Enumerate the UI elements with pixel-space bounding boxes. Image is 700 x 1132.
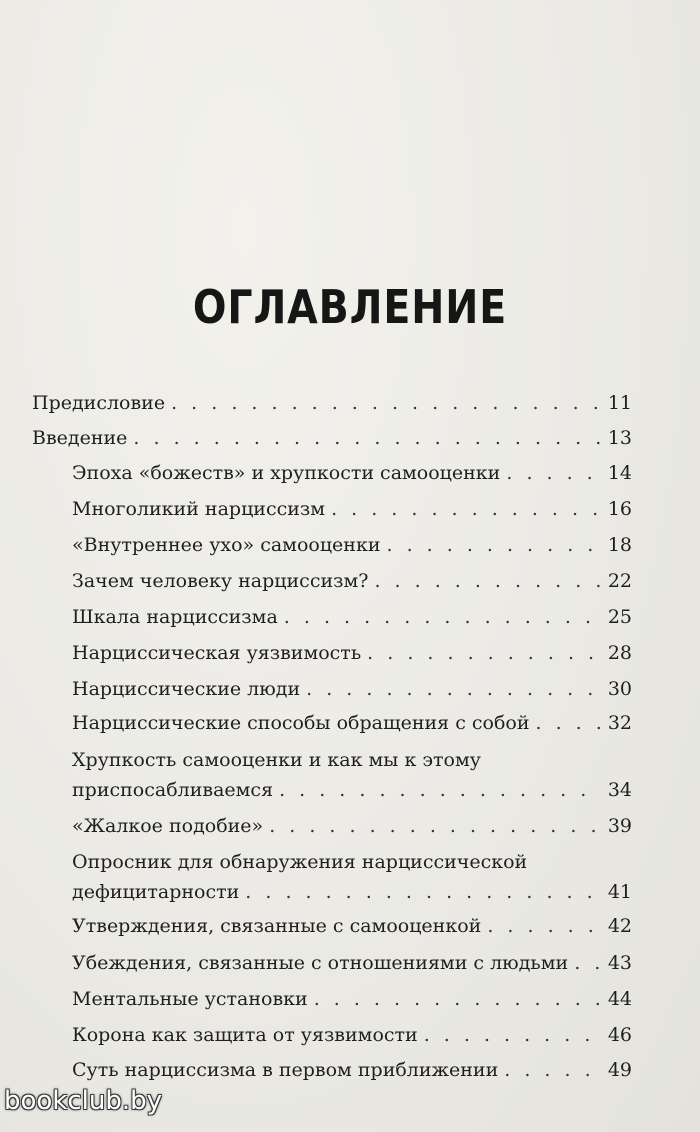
toc-entry-page: 46: [607, 1024, 632, 1046]
toc-entry-page: 34: [607, 779, 632, 801]
toc-entry[interactable]: [32, 388, 632, 418]
toc-entry-title: Нарциссические способы обращения с собой: [72, 712, 530, 734]
toc-entry-title: Введение: [32, 427, 128, 449]
toc-entry[interactable]: [72, 948, 632, 978]
toc-entry-title-line: Опросник для обнаружения нарциссической: [72, 851, 528, 873]
toc-entry[interactable]: [72, 602, 632, 632]
toc-entry[interactable]: [72, 566, 632, 596]
toc-entry-page: 42: [607, 915, 632, 937]
toc-entry-page: 11: [607, 392, 632, 414]
toc-entry[interactable]: [72, 674, 632, 704]
toc-entry[interactable]: [72, 1020, 632, 1050]
page-title: ОГЛАВЛЕНИЕ: [192, 280, 508, 334]
dot-leader: [331, 494, 600, 524]
toc-entry[interactable]: [72, 458, 632, 488]
toc-entry[interactable]: [72, 911, 632, 941]
dot-leader: [306, 674, 600, 704]
dot-leader: [269, 811, 600, 841]
dot-leader: [133, 423, 600, 453]
toc-entry-title: «Внутреннее ухо» самооценки: [72, 534, 381, 556]
toc-entry-title: Корона как защита от уязвимости: [72, 1024, 418, 1046]
toc-entry-page: 13: [607, 427, 632, 449]
dot-leader: [504, 1055, 600, 1085]
toc-entry-title: Предисловие: [32, 392, 166, 414]
dot-leader: [245, 877, 600, 907]
toc-entry-title: Убеждения, связанные с отношениями с людьми: [72, 952, 569, 974]
toc-entry[interactable]: [72, 494, 632, 524]
toc-entry-page: 41: [607, 881, 632, 903]
toc-entry-page: 14: [607, 462, 632, 484]
dot-leader: [171, 388, 600, 418]
dot-leader: [279, 775, 600, 805]
toc-entry-title: Нарциссические люди: [72, 678, 301, 700]
toc-entry-title: Эпоха «божеств» и хрупкости самооценки: [72, 462, 501, 484]
dot-leader: [314, 984, 600, 1014]
toc-entry-title: Суть нарциссизма в первом приближении: [72, 1059, 499, 1081]
toc-entry-title-line: Хрупкость самооценки и как мы к этому: [72, 749, 481, 771]
toc-entry-title: Ментальные установки: [72, 988, 308, 1010]
toc-entry[interactable]: [72, 984, 632, 1014]
toc-entry-title: приспосабливаемся: [72, 779, 274, 801]
toc-entry-title: Нарциссическая уязвимость: [72, 642, 362, 664]
dot-leader: [284, 602, 600, 632]
toc-entry-page: 32: [607, 712, 632, 734]
toc-entry[interactable]: [72, 638, 632, 668]
toc-entry-page: 28: [607, 642, 632, 664]
toc-entry-page: 43: [607, 952, 632, 974]
toc-entry-title: Утверждения, связанные с самооценкой: [72, 915, 482, 937]
dot-leader: [487, 911, 600, 941]
toc-entry-page: 30: [607, 678, 632, 700]
toc-entry[interactable]: [72, 1055, 632, 1085]
toc-entry[interactable]: [72, 708, 632, 738]
toc-entry[interactable]: [72, 811, 632, 841]
dot-leader: [506, 458, 600, 488]
toc-entry-title: Зачем человеку нарциссизм?: [72, 570, 369, 592]
dot-leader: [374, 566, 600, 596]
toc-entry-page: 22: [607, 570, 632, 592]
dot-leader: [367, 638, 600, 668]
toc-entry-page: 25: [607, 606, 632, 628]
dot-leader: [424, 1020, 600, 1050]
toc-entry[interactable]: [72, 847, 632, 907]
watermark: bookclub.by: [4, 1086, 163, 1116]
toc-entry-title: Многоликий нарциссизм: [72, 498, 326, 520]
toc-entry[interactable]: [32, 423, 632, 453]
dot-leader: [536, 708, 600, 738]
toc-entry-page: 44: [607, 988, 632, 1010]
toc-entry-page: 39: [607, 815, 632, 837]
toc-entry-title: «Жалкое подобие»: [72, 815, 264, 837]
toc-entry-title: дефицитарности: [72, 881, 240, 903]
toc-entry-page: 16: [607, 498, 632, 520]
dot-leader: [387, 530, 601, 560]
toc-entry[interactable]: [72, 745, 632, 805]
toc-entry[interactable]: [72, 530, 632, 560]
toc-entry-title: Шкала нарциссизма: [72, 606, 278, 628]
toc-entry-page: 49: [607, 1059, 632, 1081]
dot-leader: [574, 948, 600, 978]
toc-entry-page: 18: [607, 534, 632, 556]
